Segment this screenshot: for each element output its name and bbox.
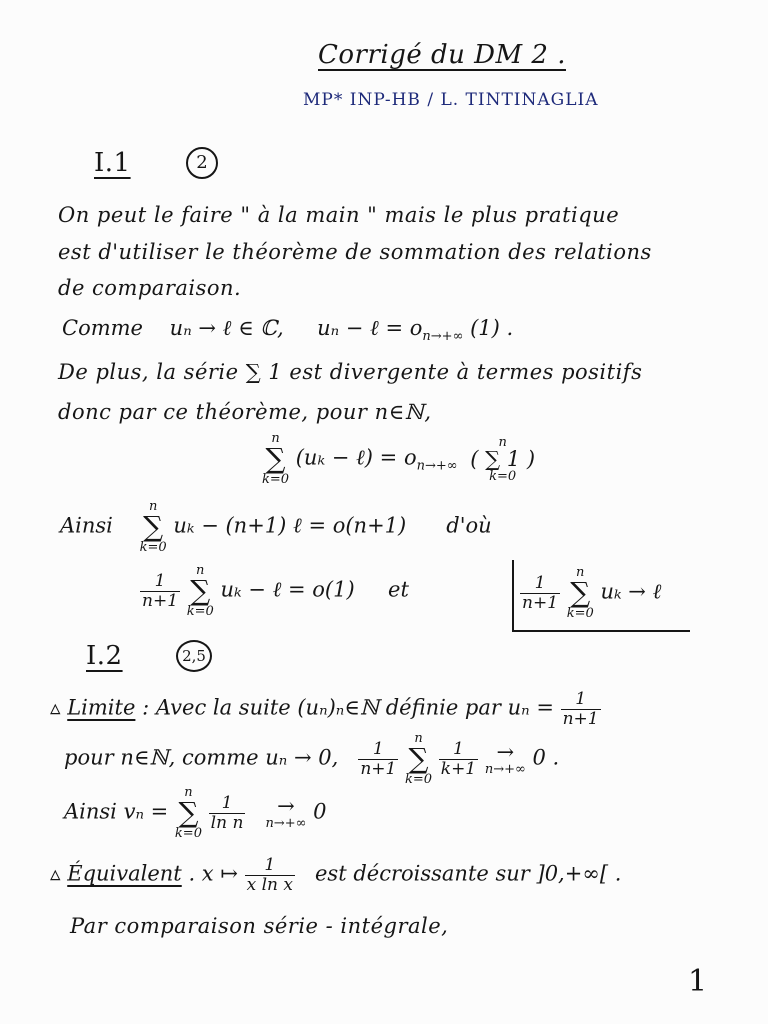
fraction: [520, 574, 560, 612]
sum-upper: n: [196, 563, 205, 578]
sum-lower: k=0: [186, 604, 214, 619]
text-fragment: est décroissante sur ]0,+∞[ .: [315, 861, 622, 886]
math-fragment: (uₖ − ℓ) = o: [295, 445, 417, 470]
math-fragment: Ainsi vₙ =: [64, 799, 169, 824]
fraction-numerator: 1: [561, 690, 601, 710]
bullet-equivalent: [50, 856, 621, 894]
sum-upper: n: [148, 499, 158, 514]
equation-1: [262, 432, 535, 486]
text-fragment: Comme: [62, 316, 143, 340]
section-heading-i2: I.2: [86, 641, 123, 671]
fraction-denominator: n+1: [562, 708, 599, 729]
sum-upper: n: [498, 434, 507, 450]
fraction: [358, 740, 398, 778]
fraction-denominator: n+1: [522, 592, 559, 613]
math-fragment: uₖ → ℓ: [600, 579, 662, 604]
fraction-numerator: 1: [358, 740, 398, 760]
arrow-icon: →: [496, 740, 515, 764]
limit-arrow: [485, 742, 526, 776]
bullet-icon: ▵: [50, 861, 61, 886]
sum-lower: k=0: [566, 606, 594, 621]
points-badge-i2: 2,5: [176, 640, 212, 672]
fraction-denominator: ln n: [210, 812, 244, 833]
sum-upper: n: [271, 431, 280, 446]
math-fragment: 0: [313, 799, 327, 824]
math-fragment: uₖ − (n+1) ℓ = o(n+1): [173, 513, 407, 538]
fraction: [245, 856, 295, 894]
text-line: donc par ce théorème, pour n∈ℕ,: [58, 400, 432, 424]
sum-upper: n: [184, 785, 193, 800]
text-fragment: d'où: [446, 513, 492, 538]
text-line: Par comparaison série - intégrale,: [70, 914, 449, 938]
math-fragment: (1) .: [470, 316, 514, 340]
sum-upper: n: [576, 565, 585, 580]
math-line: [62, 318, 513, 343]
sum-lower: k=0: [405, 772, 433, 787]
fraction: [209, 794, 246, 832]
math-fragment: ( ∑ 1 ): [470, 446, 536, 471]
page-subtitle: MP* INP-HB / L. TINTINAGLIA: [303, 90, 599, 110]
math-fragment: uₖ − ℓ = o(1): [220, 577, 355, 602]
math-fragment: uₙ − ℓ = o: [317, 316, 423, 340]
fraction-numerator: 1: [520, 574, 560, 594]
page-title: Corrigé du DM 2 .: [318, 40, 566, 70]
math-fragment: 0 .: [532, 745, 560, 770]
text-line: De plus, la série ∑ 1 est divergente à termes positifs: [58, 360, 643, 384]
text-fragment: pour n∈ℕ, comme uₙ → 0,: [64, 745, 339, 770]
fraction-numerator: 1: [209, 794, 246, 814]
fraction-numerator: 1: [140, 572, 180, 592]
math-subscript: n→+∞: [422, 329, 464, 345]
text-fragment: Ainsi: [60, 513, 113, 538]
fraction-numerator: 1: [439, 740, 478, 760]
math-fragment: uₙ → ℓ ∈ ℂ,: [169, 316, 284, 340]
text-line: de comparaison.: [58, 276, 242, 300]
arrow-subscript: n→+∞: [484, 762, 526, 777]
sum-symbol: n ∑ k=0: [405, 731, 433, 787]
sum-symbol: n ∑ k=0: [186, 563, 214, 619]
math-line: [64, 786, 327, 840]
limit-arrow: [265, 796, 306, 830]
sum-symbol: n ∑ k=0: [262, 431, 290, 487]
page-number: 1: [688, 964, 708, 999]
arrow-subscript: n→+∞: [265, 816, 307, 831]
math-line: [64, 732, 559, 786]
text-fragment: : Avec la suite (uₙ)ₙ∈ℕ définie par uₙ =: [142, 695, 554, 720]
boxed-result: [520, 566, 661, 620]
sum-symbol: n ∑ k=0: [174, 785, 202, 841]
fraction: [140, 572, 180, 610]
bullet-icon: ▵: [50, 695, 61, 720]
fraction-denominator: k+1: [440, 758, 477, 779]
equation-2: [60, 500, 492, 554]
text-line: On peut le faire " à la main " mais le plus pratique: [58, 203, 620, 227]
arrow-icon: →: [277, 794, 295, 818]
fraction: [439, 740, 478, 778]
sum-upper: n: [414, 731, 423, 746]
fraction-denominator: n+1: [142, 590, 179, 611]
math-subscript: n→+∞: [416, 458, 458, 474]
sum-lower: k=0: [262, 472, 290, 487]
sum-lower: k=0: [489, 468, 517, 484]
sum-symbol: n ∑ k=0: [566, 565, 594, 621]
math-fragment: . x ↦: [188, 861, 238, 886]
bullet-limit: [50, 690, 601, 728]
bullet-label: Limite: [67, 695, 136, 720]
fraction: [561, 690, 601, 728]
text-fragment: et: [388, 577, 409, 602]
fraction-numerator: 1: [245, 856, 295, 876]
fraction-denominator: n+1: [360, 758, 397, 779]
sum-symbol: [470, 436, 535, 483]
section-heading-i1: I.1: [94, 148, 131, 178]
text-line: est d'utiliser le théorème de sommation des relations: [58, 240, 652, 264]
equation-3: [140, 564, 409, 618]
bullet-label: Équivalent: [67, 861, 182, 886]
sum-symbol: n ∑ k=0: [139, 499, 167, 555]
sum-lower: k=0: [174, 826, 202, 841]
fraction-denominator: x ln x: [246, 874, 293, 895]
sum-lower: k=0: [139, 540, 167, 555]
points-badge-i1: 2: [186, 147, 218, 179]
